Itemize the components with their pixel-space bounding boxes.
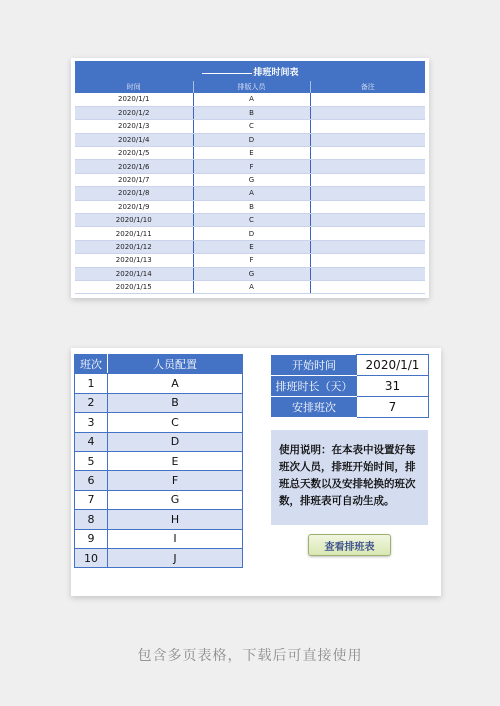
staff-cell[interactable]: A <box>193 187 310 200</box>
table-row <box>75 133 425 146</box>
staff-name-cell[interactable]: D <box>108 432 243 451</box>
table-row <box>75 529 243 548</box>
table-row <box>75 200 425 213</box>
remark-cell[interactable] <box>310 280 425 293</box>
table-row <box>75 254 425 267</box>
date-cell[interactable]: 2020/1/8 <box>75 187 193 200</box>
remark-cell[interactable] <box>310 106 425 119</box>
date-cell[interactable]: 2020/1/9 <box>75 200 193 213</box>
remark-cell[interactable] <box>310 147 425 160</box>
table-row <box>75 548 243 567</box>
staff-cell[interactable]: D <box>193 133 310 146</box>
schedule-sheet <box>71 58 429 298</box>
shift-number-cell[interactable]: 8 <box>75 510 108 529</box>
schedule-title-row <box>75 61 425 81</box>
shifts-value[interactable]: 7 <box>357 397 429 418</box>
setting-start-row <box>272 355 429 376</box>
table-row <box>75 214 425 227</box>
staff-name-cell[interactable]: J <box>108 548 243 567</box>
table-row <box>75 432 243 451</box>
table-row <box>75 227 425 240</box>
footer-caption: 包含多页表格，下载后可直接使用 <box>137 648 363 664</box>
table-row <box>75 120 425 133</box>
staff-cell[interactable]: F <box>193 160 310 173</box>
start-time-label: 开始时间 <box>272 355 357 376</box>
table-row <box>75 160 425 173</box>
date-cell[interactable]: 2020/1/1 <box>75 93 193 106</box>
header-shift: 班次 <box>75 355 108 374</box>
col-header-time: 时间 <box>75 81 193 93</box>
remark-cell[interactable] <box>310 120 425 133</box>
schedule-header-row <box>75 81 425 93</box>
shift-number-cell[interactable]: 2 <box>75 393 108 412</box>
setting-shifts-row <box>272 397 429 418</box>
duration-value[interactable]: 31 <box>357 376 429 397</box>
staff-name-cell[interactable]: F <box>108 471 243 490</box>
remark-cell[interactable] <box>310 267 425 280</box>
staff-cell[interactable]: B <box>193 200 310 213</box>
staff-name-cell[interactable]: B <box>108 393 243 412</box>
date-cell[interactable]: 2020/1/2 <box>75 106 193 119</box>
shift-number-cell[interactable]: 3 <box>75 413 108 432</box>
col-header-staff: 排版人员 <box>193 81 310 93</box>
view-schedule-button[interactable]: 查看排班表 <box>308 534 391 556</box>
table-row <box>75 393 243 412</box>
table-row <box>75 240 425 253</box>
staff-cell[interactable]: F <box>193 254 310 267</box>
date-cell[interactable]: 2020/1/10 <box>75 214 193 227</box>
table-row <box>75 187 425 200</box>
table-row <box>75 510 243 529</box>
table-row <box>75 147 425 160</box>
remark-cell[interactable] <box>310 187 425 200</box>
table-row <box>75 267 425 280</box>
shift-number-cell[interactable]: 5 <box>75 451 108 470</box>
staff-name-cell[interactable]: I <box>108 529 243 548</box>
date-cell[interactable]: 2020/1/14 <box>75 267 193 280</box>
staff-cell[interactable]: D <box>193 227 310 240</box>
settings-table <box>271 354 429 418</box>
table-row <box>75 106 425 119</box>
date-cell[interactable]: 2020/1/12 <box>75 240 193 253</box>
table-row <box>75 374 243 393</box>
staff-cell[interactable]: E <box>193 147 310 160</box>
date-cell[interactable]: 2020/1/4 <box>75 133 193 146</box>
table-row <box>75 93 425 106</box>
shift-number-cell[interactable]: 10 <box>75 548 108 567</box>
remark-cell[interactable] <box>310 227 425 240</box>
table-row <box>75 173 425 186</box>
title-underline <box>202 65 252 74</box>
remark-cell[interactable] <box>310 200 425 213</box>
date-cell[interactable]: 2020/1/13 <box>75 254 193 267</box>
header-staff: 人员配置 <box>108 355 243 374</box>
col-header-remark: 备注 <box>310 81 425 93</box>
table-row <box>75 490 243 509</box>
shift-number-cell[interactable]: 4 <box>75 432 108 451</box>
setting-duration-row <box>272 376 429 397</box>
settings-sheet <box>71 348 441 596</box>
date-cell[interactable]: 2020/1/6 <box>75 160 193 173</box>
shift-number-cell[interactable]: 1 <box>75 374 108 393</box>
shift-number-cell[interactable]: 6 <box>75 471 108 490</box>
date-cell[interactable]: 2020/1/15 <box>75 280 193 293</box>
staff-config-header <box>75 355 243 374</box>
table-row <box>75 471 243 490</box>
remark-cell[interactable] <box>310 240 425 253</box>
remark-cell[interactable] <box>310 254 425 267</box>
usage-note: 使用说明：在本表中设置好每班次人员，排班开始时间，排班总天数以及安排轮换的班次数，排班表可自动生成。 <box>271 430 428 525</box>
staff-cell[interactable]: B <box>193 106 310 119</box>
date-cell[interactable]: 2020/1/11 <box>75 227 193 240</box>
schedule-title: 排班时间表 <box>253 67 299 78</box>
staff-cell[interactable]: A <box>193 280 310 293</box>
table-row <box>75 280 425 293</box>
remark-cell[interactable] <box>310 173 425 186</box>
schedule-table <box>75 61 425 294</box>
staff-name-cell[interactable]: A <box>108 374 243 393</box>
staff-cell[interactable]: C <box>193 214 310 227</box>
start-time-value[interactable]: 2020/1/1 <box>357 355 429 376</box>
staff-name-cell[interactable]: G <box>108 490 243 509</box>
table-row <box>75 413 243 432</box>
remark-cell[interactable] <box>310 214 425 227</box>
duration-label: 排班时长（天） <box>272 376 357 397</box>
date-cell[interactable]: 2020/1/7 <box>75 173 193 186</box>
date-cell[interactable]: 2020/1/5 <box>75 147 193 160</box>
staff-name-cell[interactable]: C <box>108 413 243 432</box>
staff-cell[interactable]: E <box>193 240 310 253</box>
staff-config-table <box>74 354 243 568</box>
staff-cell[interactable]: C <box>193 120 310 133</box>
staff-name-cell[interactable]: H <box>108 510 243 529</box>
date-cell[interactable]: 2020/1/3 <box>75 120 193 133</box>
remark-cell[interactable] <box>310 93 425 106</box>
staff-cell[interactable]: A <box>193 93 310 106</box>
remark-cell[interactable] <box>310 160 425 173</box>
schedule-title-cell <box>75 61 425 81</box>
staff-cell[interactable]: G <box>193 173 310 186</box>
staff-name-cell[interactable]: E <box>108 451 243 470</box>
shifts-label: 安排班次 <box>272 397 357 418</box>
remark-cell[interactable] <box>310 133 425 146</box>
shift-number-cell[interactable]: 7 <box>75 490 108 509</box>
table-row <box>75 451 243 470</box>
staff-cell[interactable]: G <box>193 267 310 280</box>
shift-number-cell[interactable]: 9 <box>75 529 108 548</box>
